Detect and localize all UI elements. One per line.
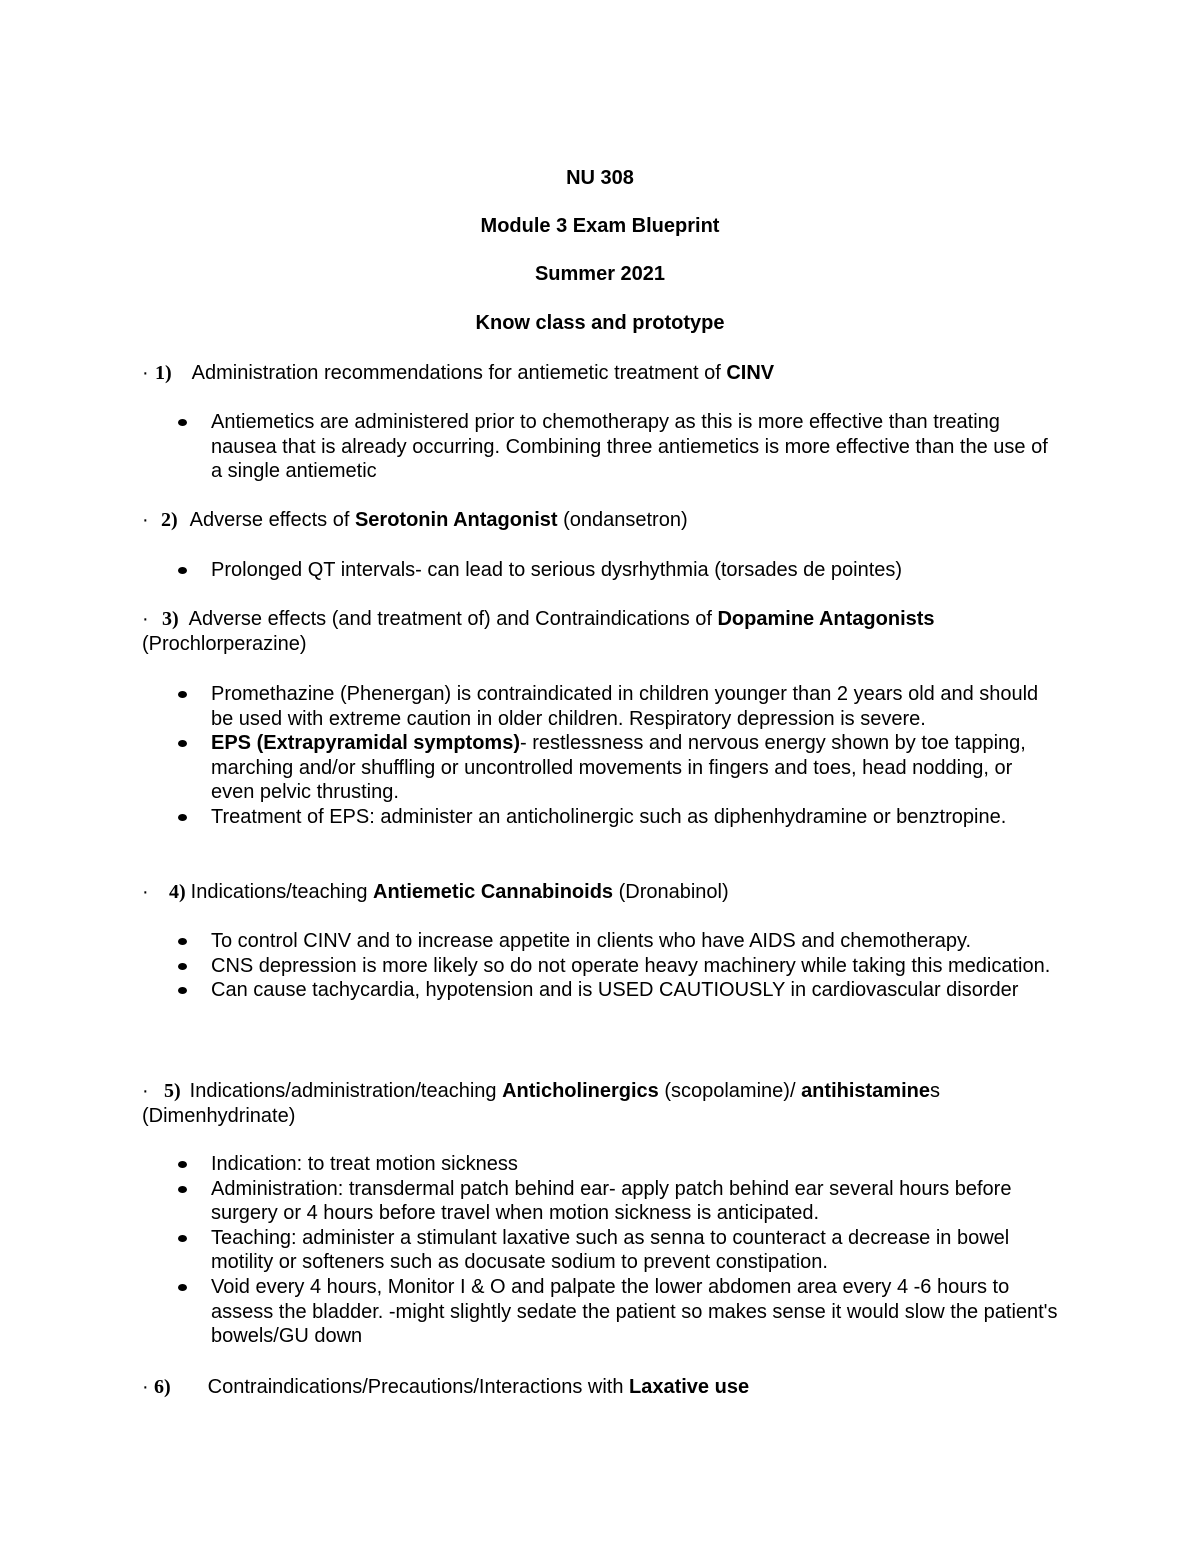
bullet-text: Can cause tachycardia, hypotension and is USED CAUTIOUSLY in cardiovascular disorder xyxy=(211,979,1019,1002)
section-marker: · xyxy=(142,881,149,903)
section-text-after: (ondansetron) xyxy=(557,509,688,531)
section-topic: Laxative use xyxy=(629,1376,750,1398)
section-text: Indications/teaching xyxy=(190,881,374,903)
section-topic: Serotonin Antagonist xyxy=(354,509,558,531)
section-4-heading xyxy=(142,880,1062,905)
section-topic-2: antihistamine xyxy=(801,1080,930,1102)
section-text-middle: (scopolamine)/ xyxy=(658,1080,802,1102)
instruction: Know class and prototype xyxy=(475,312,725,334)
section-text: Adverse effects of xyxy=(189,509,355,531)
bullet-icon xyxy=(178,1186,187,1193)
bullet-icon xyxy=(178,419,187,426)
document-title: Module 3 Exam Blueprint xyxy=(480,215,720,237)
section-3-heading xyxy=(142,607,1062,657)
bullet-icon xyxy=(178,938,187,945)
section-text-after: s (Dimenhydrinate) xyxy=(142,1080,940,1127)
bullet-text: Antiemetics are administered prior to chemotherapy as this is more effective than treating nausea that is already occurring. Combining three antiemetics is more effective than the use of a single antiemetic xyxy=(211,411,1048,483)
course-code: NU 308 xyxy=(566,167,634,189)
section-topic: Dopamine Antagonists xyxy=(717,608,935,630)
section-topic: Antiemetic Cannabinoids xyxy=(373,881,614,903)
section-2-bullets xyxy=(178,558,1058,583)
list-item xyxy=(178,1152,1058,1177)
list-item xyxy=(178,978,1058,1003)
bullet-text: Prolonged QT intervals- can lead to serious dysrhythmia (torsades de pointes) xyxy=(211,559,903,581)
section-6-heading xyxy=(142,1375,1062,1400)
section-1-bullets xyxy=(178,410,1058,484)
section-5-bullets xyxy=(178,1152,1058,1349)
section-marker: · xyxy=(142,362,149,384)
section-number: 3) xyxy=(162,608,179,630)
bullet-icon xyxy=(178,1235,187,1242)
list-item xyxy=(178,410,1058,484)
section-3-bullets xyxy=(178,682,1058,830)
list-item xyxy=(178,682,1058,731)
bullet-text: Promethazine (Phenergan) is contraindicated in children younger than 2 years old and should be used with extreme caution in older children. Respiratory depression is severe. xyxy=(211,683,1039,730)
section-marker: · xyxy=(142,1376,149,1398)
bullet-icon xyxy=(178,987,187,994)
section-text: Adverse effects (and treatment of) and Contraindications of xyxy=(188,608,718,630)
section-topic: Anticholinergics xyxy=(502,1080,659,1102)
section-marker: · xyxy=(142,1080,149,1102)
term: Summer 2021 xyxy=(534,263,666,285)
bullet-icon xyxy=(178,740,187,747)
bullet-icon xyxy=(178,1161,187,1168)
section-number: 6) xyxy=(154,1376,171,1398)
bullet-text: Void every 4 hours, Monitor I & O and palpate the lower abdomen area every 4 -6 hours to assess the bladder. -might slightly sedate the patient so makes sense it would slow the patient's bowels/GU down xyxy=(211,1275,1058,1348)
bullet-text: Administration: transdermal patch behind ear- apply patch behind ear several hours before surgery or 4 hours before travel when motion sickness is anticipated. xyxy=(211,1177,1012,1225)
section-text-after: (Dronabinol) xyxy=(613,881,729,903)
bullet-bold-lead: EPS (Extrapyramidal symptoms) xyxy=(211,732,520,755)
bullet-icon xyxy=(178,691,187,698)
bullet-text: Teaching: administer a stimulant laxative such as senna to counteract a decrease in bowel motility or softeners such as docusate sodium to prevent constipation. xyxy=(211,1226,1010,1274)
bullet-icon xyxy=(178,1284,187,1291)
bullet-text: To control CINV and to increase appetite in clients who have AIDS and chemotherapy. xyxy=(211,930,972,952)
list-item xyxy=(178,929,1058,954)
section-number: 1) xyxy=(155,362,172,384)
section-1-heading xyxy=(142,361,1062,386)
section-number: 2) xyxy=(161,509,178,531)
list-item xyxy=(178,731,1058,805)
section-4-bullets xyxy=(178,929,1058,1003)
bullet-text: CNS depression is more likely so do not operate heavy machinery while taking this medication. xyxy=(211,954,1051,977)
section-2-heading xyxy=(142,508,1062,533)
section-5-heading xyxy=(142,1079,1062,1129)
list-item xyxy=(178,954,1058,979)
bullet-icon xyxy=(178,963,187,970)
bullet-text: - restlessness and nervous energy shown by toe tapping, marching and/or shuffling or uncontrolled movements in fingers and toes, head nodding, or even pelvic thrusting. xyxy=(211,732,1026,804)
section-marker: · xyxy=(142,509,149,531)
bullet-icon xyxy=(178,814,187,821)
bullet-icon xyxy=(178,567,187,574)
section-text: Administration recommendations for antiemetic treatment of xyxy=(191,362,727,384)
bullet-text: Indication: to treat motion sickness xyxy=(211,1153,518,1175)
bullet-text: Treatment of EPS: administer an anticholinergic such as diphenhydramine or benztropine. xyxy=(211,805,1007,828)
section-topic: CINV xyxy=(726,362,775,384)
section-number: 5) xyxy=(164,1080,181,1102)
list-item xyxy=(178,1275,1058,1349)
section-marker: · xyxy=(142,608,149,630)
list-item xyxy=(178,1226,1058,1275)
list-item xyxy=(178,1177,1058,1226)
section-text: Indications/administration/teaching xyxy=(189,1080,503,1102)
list-item xyxy=(178,805,1058,830)
section-text: Contraindications/Precautions/Interactions with xyxy=(207,1376,629,1398)
section-number: 4) xyxy=(169,881,186,903)
section-text-after: (Prochlorperazine) xyxy=(142,633,307,655)
list-item xyxy=(178,558,1058,583)
